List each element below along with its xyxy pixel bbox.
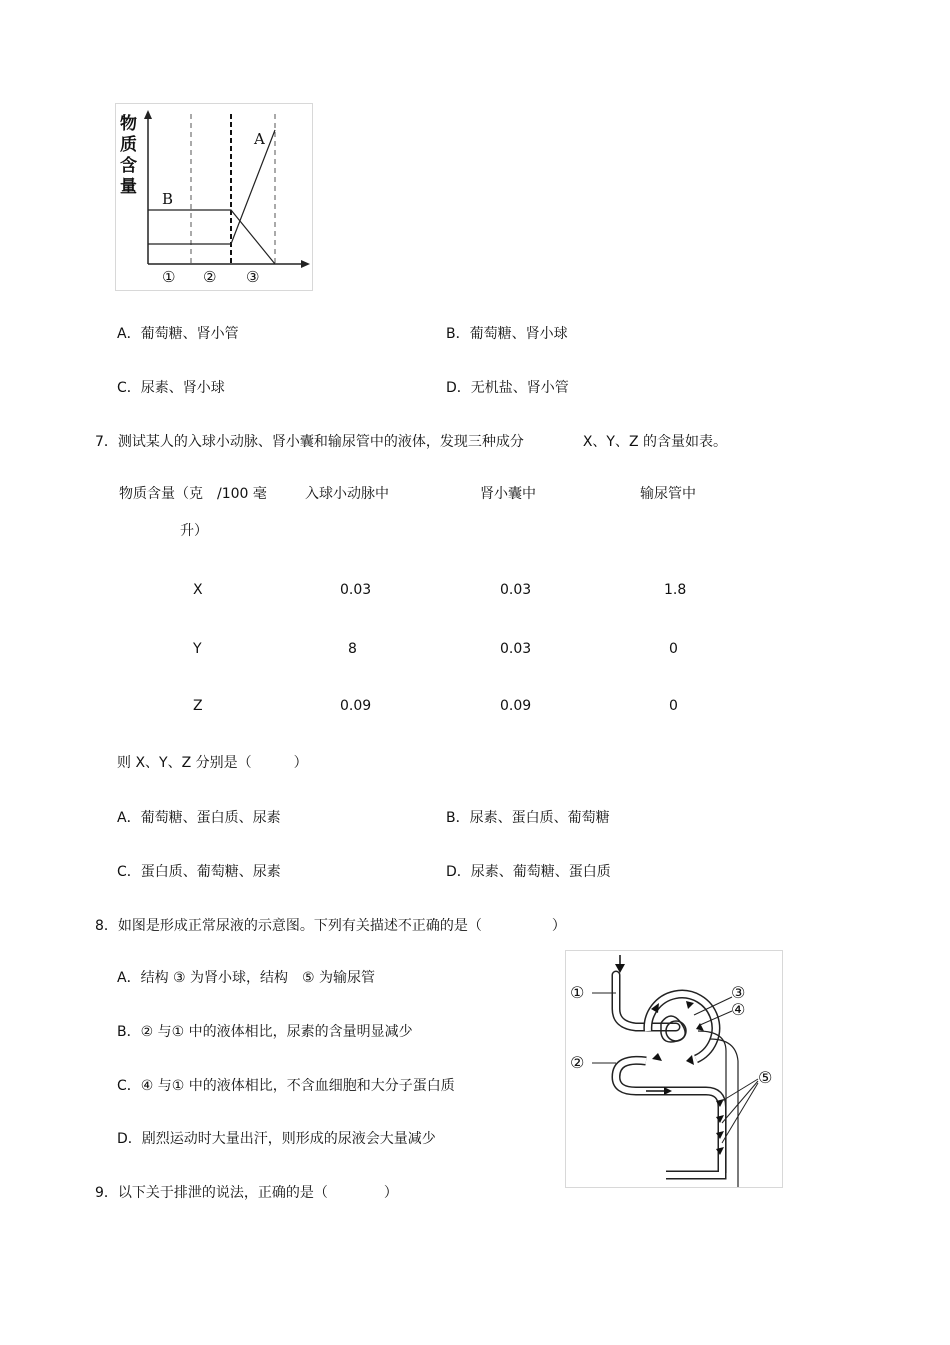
line-b (148, 210, 275, 264)
table-header-unit-tail: 升） (180, 523, 208, 539)
q8-stem: 8．如图是形成正常尿液的示意图。下列有关描述不正确的是（ ） (95, 918, 566, 934)
row-z-name: Z (193, 698, 203, 714)
y-axis-arrow (144, 110, 152, 119)
row-z-v1: 0.09 (340, 698, 372, 714)
nephron-drawing (566, 951, 782, 1187)
q7-option-d[interactable]: D．尿素、葡萄糖、蛋白质 (446, 864, 611, 880)
nephron-diagram (565, 950, 783, 1188)
segment-2-label: ② (203, 268, 217, 286)
label-5: ⑤ (758, 1068, 773, 1087)
segment-1-label: ① (162, 268, 176, 286)
substance-content-graph (115, 103, 313, 291)
q7-option-a[interactable]: A．葡萄糖、蛋白质、尿素 (117, 810, 281, 826)
renal-tubule (616, 1060, 722, 1175)
table-header-bowmans-capsule: 肾小囊中 (480, 486, 536, 502)
segment-3-label: ③ (246, 268, 260, 286)
row-y-v1: 8 (348, 641, 357, 657)
row-x-name: X (193, 582, 203, 598)
q8-option-c[interactable]: C．④ 与① 中的液体相比，不含血细胞和大分子蛋白质 (117, 1078, 455, 1094)
q8-option-a[interactable]: A．结构 ③ 为肾小球，结构 ⑤ 为输尿管 (117, 970, 376, 986)
q8-option-d[interactable]: D．剧烈运动时大量出汗，则形成的尿液会大量减少 (117, 1131, 436, 1147)
row-z-v3: 0 (669, 698, 678, 714)
graph-y-axis-label: 物 质 含 量 (120, 114, 137, 197)
row-x-v3: 1.8 (664, 582, 687, 598)
q6-option-c[interactable]: C．尿素、肾小球 (117, 380, 225, 396)
row-y-name: Y (193, 641, 202, 657)
q6-option-b[interactable]: B．葡萄糖、肾小球 (446, 326, 568, 342)
q7-option-c[interactable]: C．蛋白质、葡萄糖、尿素 (117, 864, 281, 880)
line-b-label: B (162, 190, 174, 208)
graph-plot (116, 104, 312, 290)
q7-stem: 7．测试某人的入球小动脉、肾小囊和输尿管中的液体，发现三种成分 X、Y、Z 的含量如表。 (95, 434, 727, 450)
table-header-afferent-arteriole: 入球小动脉中 (305, 486, 389, 502)
row-x-v1: 0.03 (340, 582, 372, 598)
q9-stem: 9．以下关于排泄的说法，正确的是（ ） (95, 1185, 398, 1201)
table-header-ureter: 输尿管中 (640, 486, 696, 502)
q8-option-b[interactable]: B．② 与① 中的液体相比，尿素的含量明显减少 (117, 1024, 413, 1040)
row-z-v2: 0.09 (500, 698, 532, 714)
table-header-substance: 物质含量（克 /100 毫 (119, 486, 267, 502)
row-y-v2: 0.03 (500, 641, 532, 657)
label-3: ③ (731, 983, 746, 1002)
row-x-v2: 0.03 (500, 582, 532, 598)
q7-option-b[interactable]: B．尿素、蛋白质、葡萄糖 (446, 810, 610, 826)
q6-option-d[interactable]: D．无机盐、肾小管 (446, 380, 569, 396)
x-axis-arrow (301, 260, 310, 268)
label-4: ④ (731, 1000, 746, 1019)
row-y-v3: 0 (669, 641, 678, 657)
label-2: ② (570, 1053, 585, 1072)
label-1: ① (570, 983, 585, 1002)
q6-option-a[interactable]: A．葡萄糖、肾小管 (117, 326, 239, 342)
line-a-label: A (254, 130, 265, 148)
q7-question: 则 X、Y、Z 分别是（ ） (117, 755, 308, 771)
